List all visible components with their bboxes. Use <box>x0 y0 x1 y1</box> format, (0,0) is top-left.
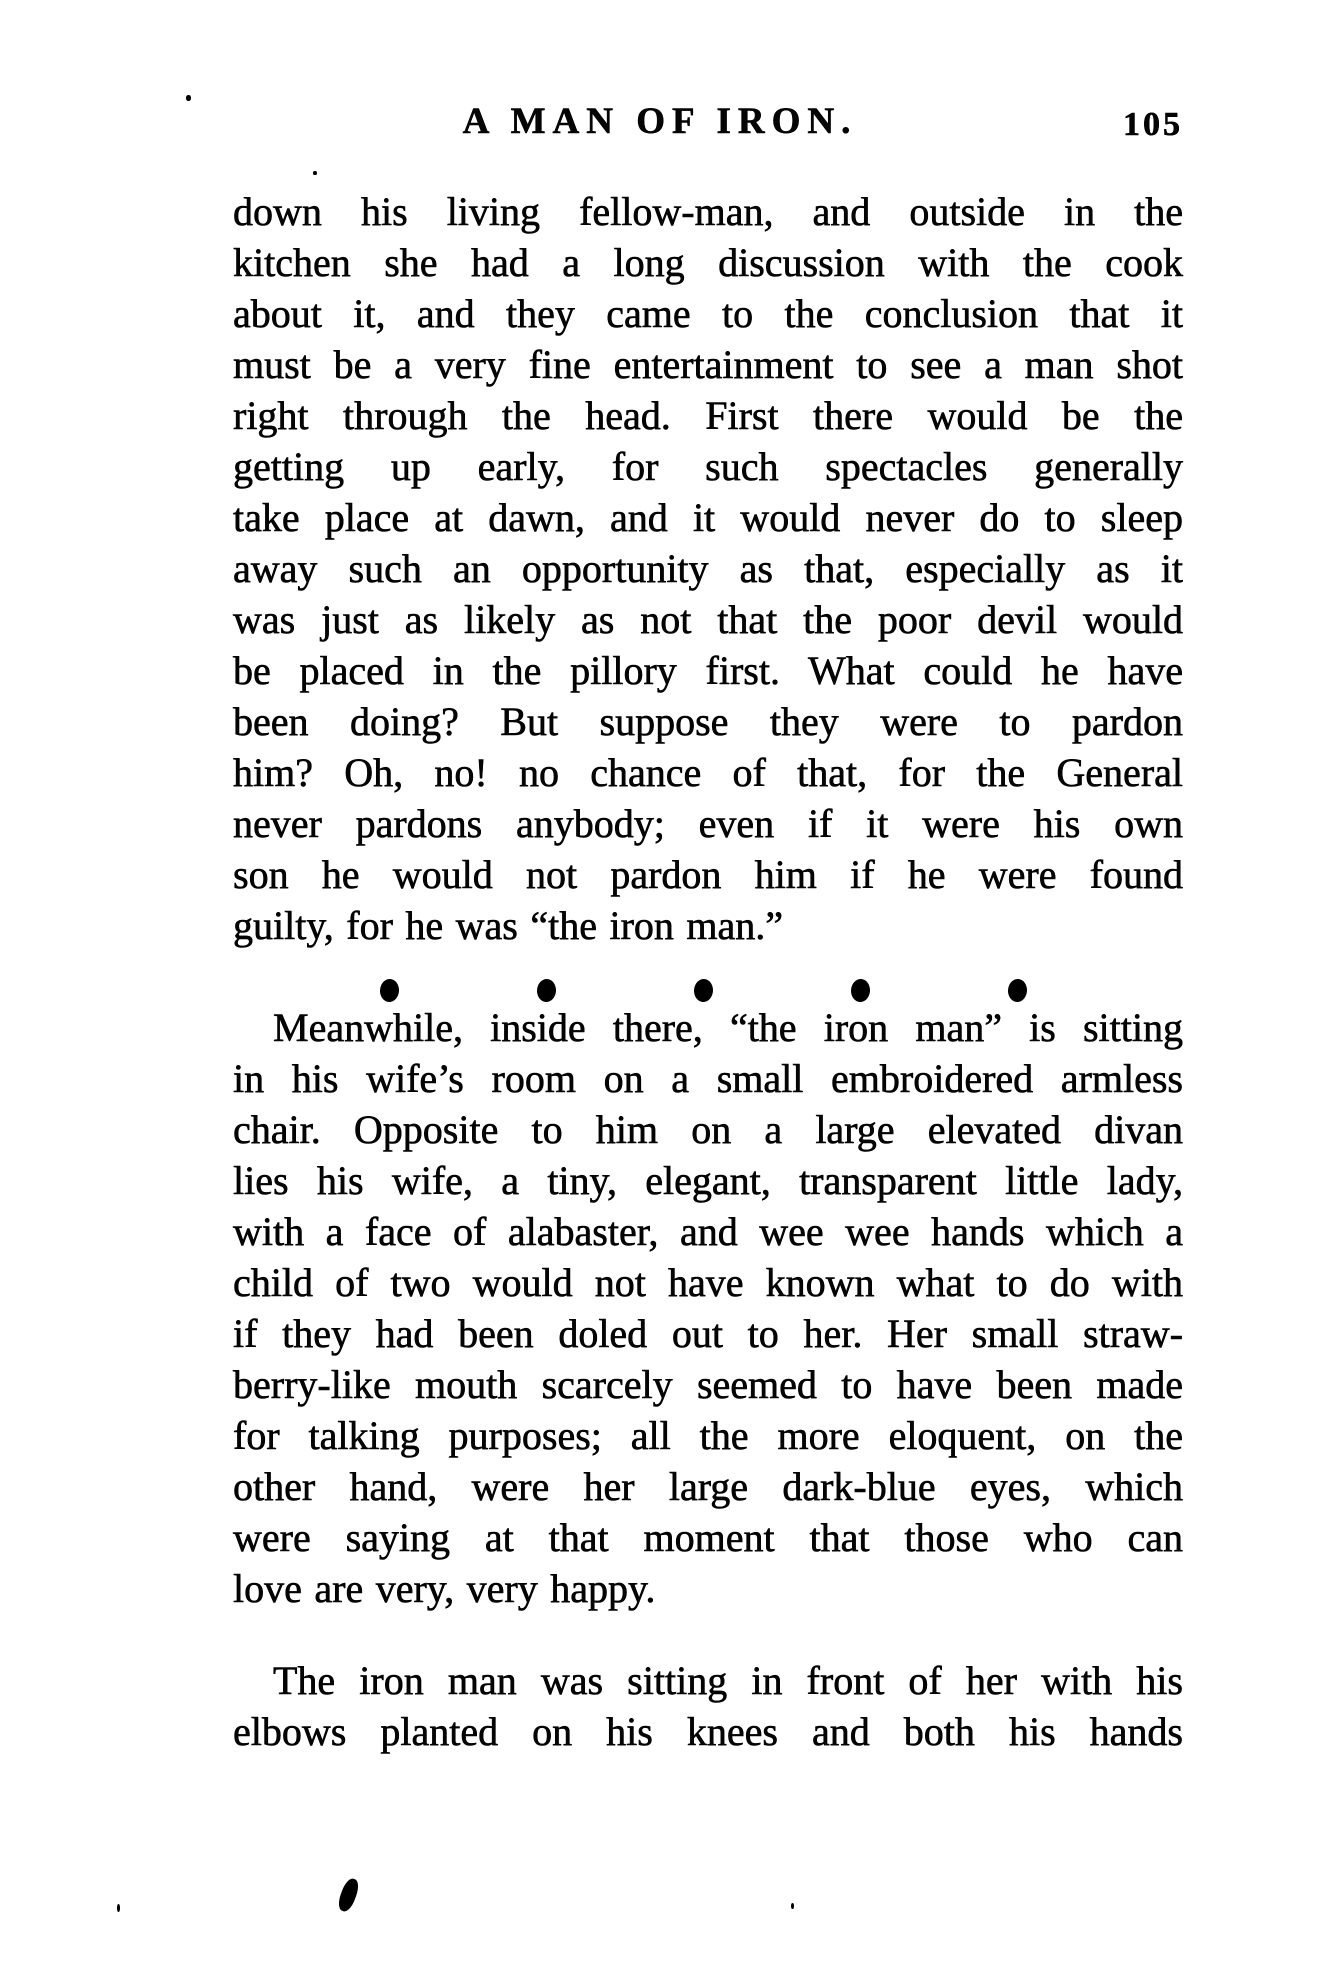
text-line: for talking purposes; all the more eloquent, on the <box>233 1413 1183 1458</box>
text-line: The iron man was sitting in front of her with his <box>273 1658 1183 1703</box>
text-line: Meanwhile, inside there, “the iron man” is sitting <box>273 1005 1183 1050</box>
paragraph <box>233 186 1183 951</box>
paragraph <box>233 1002 1183 1614</box>
ink-mark <box>791 1903 794 1909</box>
text-line: elbows planted on his knees and both his hands <box>233 1709 1183 1754</box>
page-number: 105 <box>1123 106 1183 143</box>
text-line: love are very, very happy. <box>233 1566 656 1611</box>
text-block <box>233 186 1183 1757</box>
text-line: must be a very fine entertainment to see a man shot <box>233 342 1183 387</box>
ink-mark <box>336 1876 362 1913</box>
bullet-separator <box>233 978 1183 1002</box>
text-line: down his living fellow-man, and outside in the <box>233 189 1183 234</box>
separator-dot <box>536 978 557 1002</box>
text-line: were saying at that moment that those who can <box>233 1515 1183 1560</box>
ink-mark <box>117 1904 120 1912</box>
text-line: be placed in the pillory first. What could he have <box>233 648 1183 693</box>
text-line: getting up early, for such spectacles generally <box>233 444 1183 489</box>
text-line: away such an opportunity as that, especially as it <box>233 546 1183 591</box>
separator-dot <box>1007 978 1028 1002</box>
text-line: guilty, for he was “the iron man.” <box>233 903 784 948</box>
text-line: other hand, were her large dark-blue eyes, which <box>233 1464 1183 1509</box>
text-line: take place at dawn, and it would never do to sleep <box>233 495 1183 540</box>
text-line: was just as likely as not that the poor devil would <box>233 597 1183 642</box>
text-line: him? Oh, no! no chance of that, for the General <box>233 750 1183 795</box>
separator-dot <box>850 978 871 1002</box>
text-line: son he would not pardon him if he were found <box>233 852 1183 897</box>
text-line: berry-like mouth scarcely seemed to have been made <box>233 1362 1183 1407</box>
text-line: lies his wife, a tiny, elegant, transparent little lady, <box>233 1158 1183 1203</box>
text-line: if they had been doled out to her. Her small straw- <box>233 1311 1183 1356</box>
text-line: never pardons anybody; even if it were his own <box>233 801 1183 846</box>
ink-mark <box>186 95 191 101</box>
running-header <box>233 100 1183 156</box>
page-header-title: A MAN OF IRON. <box>462 101 858 142</box>
ink-mark <box>313 171 317 175</box>
separator-dot <box>379 978 400 1002</box>
paragraph <box>233 1655 1183 1757</box>
text-line: with a face of alabaster, and wee wee hands which a <box>233 1209 1183 1254</box>
separator-dot <box>693 978 714 1002</box>
text-line: in his wife’s room on a small embroidered armless <box>233 1056 1183 1101</box>
text-line: been doing? But suppose they were to pardon <box>233 699 1183 744</box>
text-line: child of two would not have known what to do with <box>233 1260 1183 1305</box>
text-line: kitchen she had a long discussion with the cook <box>233 240 1183 285</box>
text-line: chair. Opposite to him on a large elevated divan <box>233 1107 1183 1152</box>
text-line: right through the head. First there would be the <box>233 393 1183 438</box>
text-line: about it, and they came to the conclusion that it <box>233 291 1183 336</box>
